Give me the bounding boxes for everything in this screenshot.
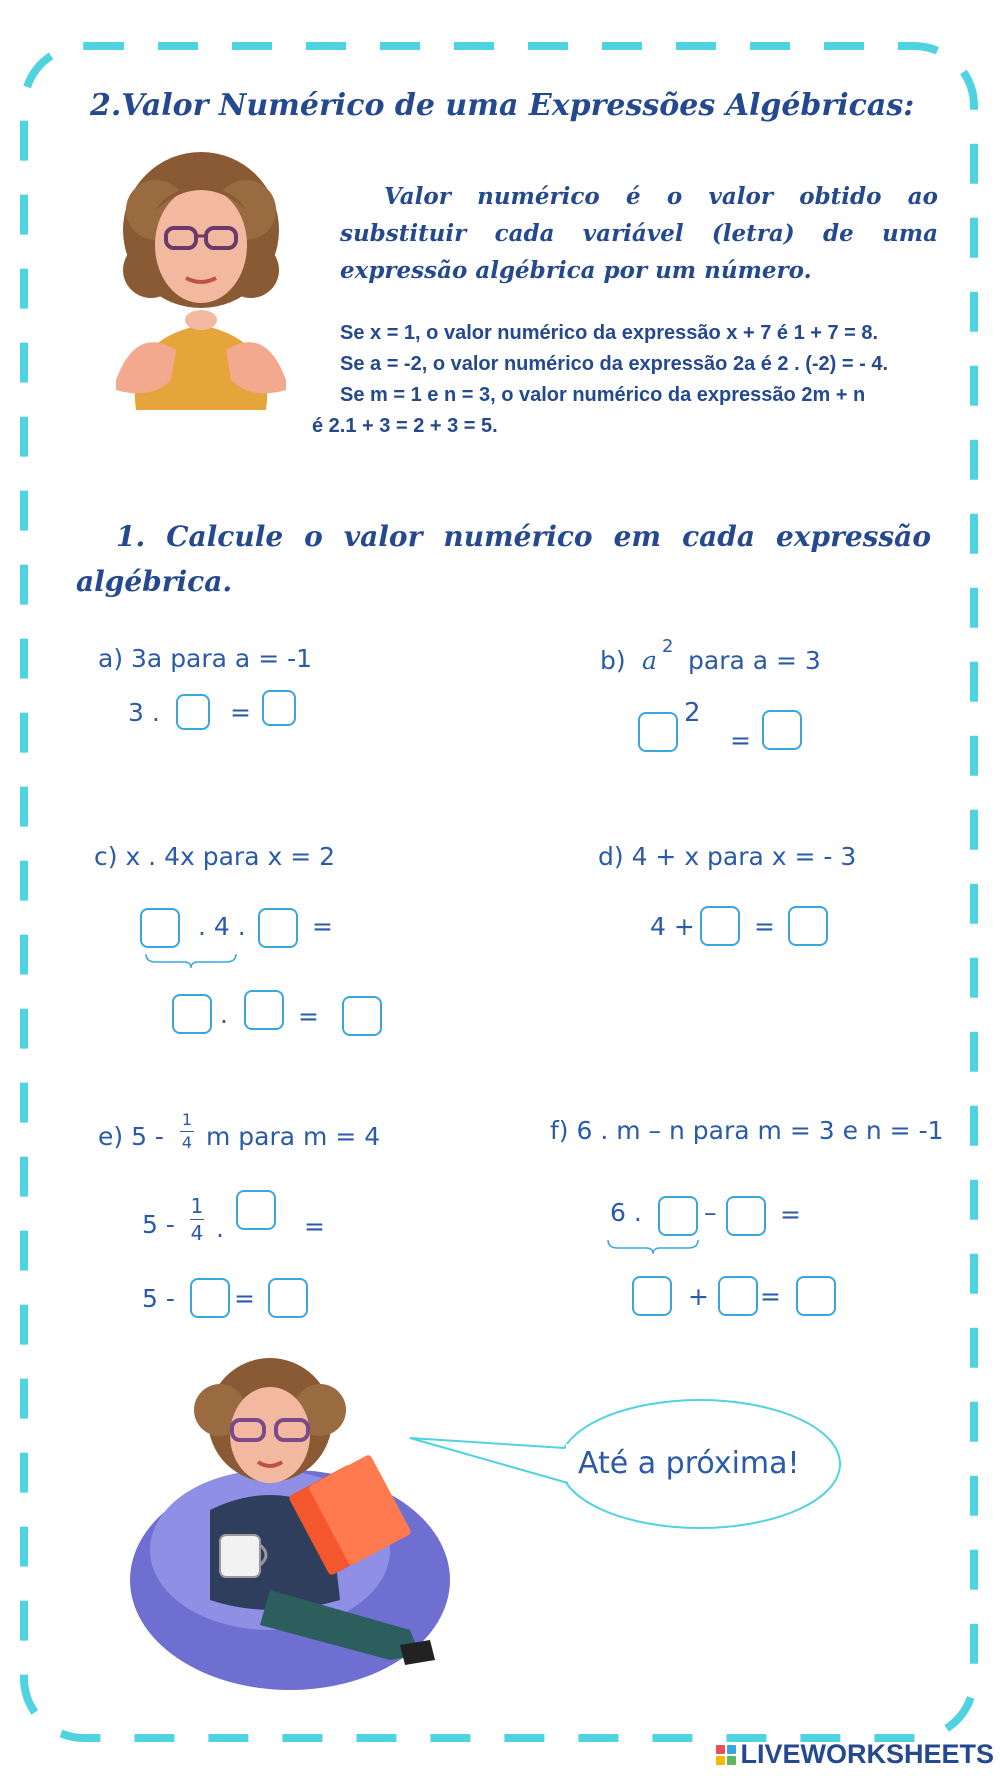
item-b-power: 2 (684, 698, 701, 728)
item-e-prefix: 5 - (142, 1210, 175, 1239)
page-title: 2.Valor Numérico de uma Expressões Algébricas: (90, 88, 915, 123)
fraction-denominator: 4 (181, 1133, 193, 1152)
fraction-numerator: 1 (181, 1110, 193, 1129)
answer-box[interactable] (762, 710, 802, 750)
equals-sign: = (234, 1284, 255, 1313)
answer-box[interactable] (140, 908, 180, 948)
answer-box[interactable] (726, 1196, 766, 1236)
equals-sign: = (230, 698, 251, 727)
example-line: Se x = 1, o valor numérico da expressão x + 7 é 1 + 7 = 8. (340, 322, 879, 344)
example-line: Se a = -2, o valor numérico da expressão 2a é 2 . (-2) = - 4. (340, 353, 889, 375)
equals-sign: = (298, 1002, 319, 1031)
equals-sign: = (760, 1282, 781, 1311)
item-d-label: d) 4 + x para x = - 3 (598, 842, 857, 871)
answer-box[interactable] (700, 906, 740, 946)
item-b-label-suffix: para a = 3 (688, 646, 821, 675)
watermark-text: LIVEWORKSHEETS (740, 1739, 994, 1769)
equals-sign: = (780, 1200, 801, 1229)
item-b-exponent: 2 (662, 636, 674, 657)
item-b-label-prefix: b) (600, 646, 626, 675)
answer-box[interactable] (236, 1190, 276, 1230)
definition-text: Valor numérico é o valor obtido ao substituir cada variável (letra) de uma expressão algébrica por um número. (340, 183, 938, 284)
item-b-variable: a (642, 646, 657, 675)
item-c-middle: . 4 . (198, 912, 246, 941)
answer-box[interactable] (796, 1276, 836, 1316)
item-f-label: f) 6 . m – n para m = 3 e n = -1 (550, 1116, 944, 1145)
item-e-dot: . (216, 1214, 224, 1243)
grouping-brace (606, 1238, 700, 1256)
item-a-prefix: 3 . (128, 698, 160, 727)
answer-box[interactable] (172, 994, 212, 1034)
answer-box[interactable] (658, 1196, 698, 1236)
minus-sign: – (704, 1198, 717, 1227)
answer-box[interactable] (190, 1278, 230, 1318)
fraction-one-quarter (180, 1110, 194, 1153)
equals-sign: = (312, 912, 333, 941)
answer-box[interactable] (342, 996, 382, 1036)
fraction-numerator: 1 (190, 1194, 204, 1218)
item-e-prefix-2: 5 - (142, 1284, 175, 1313)
answer-box[interactable] (632, 1276, 672, 1316)
answer-box[interactable] (176, 694, 210, 730)
plus-sign: + (688, 1282, 709, 1311)
item-a-label: a) 3a para a = -1 (98, 644, 313, 673)
item-c-dot: . (220, 1000, 228, 1029)
liveworksheets-watermark (716, 1739, 994, 1770)
item-f-prefix: 6 . (610, 1198, 642, 1227)
item-e-label-prefix: e) 5 - (98, 1122, 164, 1151)
answer-box[interactable] (262, 690, 296, 726)
example-line: é 2.1 + 3 = 2 + 3 = 5. (312, 415, 498, 437)
speech-bubble-text: Até a próxima! (578, 1446, 800, 1481)
fraction-denominator: 4 (190, 1221, 204, 1245)
liveworksheets-logo-icon (716, 1745, 736, 1765)
equals-sign: = (754, 912, 775, 941)
equals-sign: = (304, 1212, 325, 1241)
example-line: Se m = 1 e n = 3, o valor numérico da expressão 2m + n (340, 384, 866, 406)
equals-sign: = (730, 726, 751, 755)
item-d-prefix: 4 + (650, 912, 695, 941)
fraction-one-quarter (190, 1194, 204, 1245)
teacher-avatar-pointing (96, 150, 306, 430)
grouping-brace (144, 952, 238, 970)
item-c-label: c) x . 4x para x = 2 (94, 842, 336, 871)
answer-box[interactable] (718, 1276, 758, 1316)
task-heading: 1. Calcule o valor numérico em cada expressão algébrica. (76, 520, 931, 598)
answer-box[interactable] (268, 1278, 308, 1318)
answer-box[interactable] (258, 908, 298, 948)
answer-box[interactable] (788, 906, 828, 946)
answer-box[interactable] (244, 990, 284, 1030)
answer-box[interactable] (638, 712, 678, 752)
item-e-label-suffix: m para m = 4 (206, 1122, 381, 1151)
